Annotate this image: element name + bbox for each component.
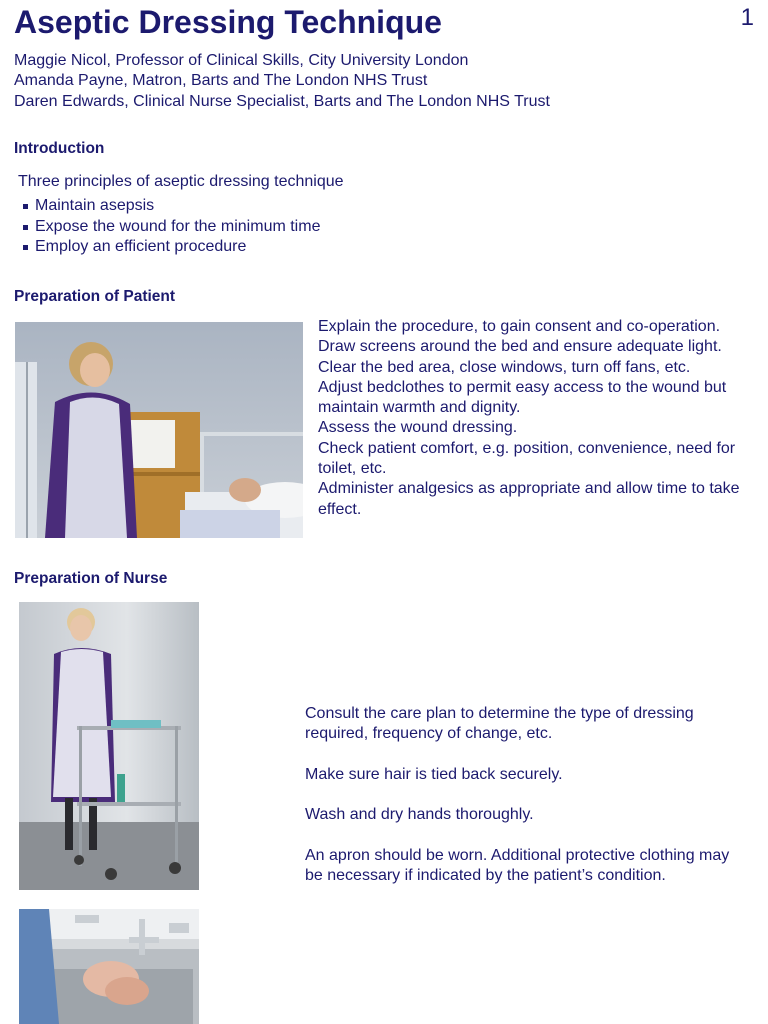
- patient-step: Administer analgesics as appropriate and allow time to take effect.: [318, 480, 740, 518]
- nurse-with-trolley-image: [19, 602, 199, 890]
- author-list: [14, 51, 550, 112]
- nurse-step: Wash and dry hands thoroughly.: [305, 806, 534, 824]
- introduction-section: [18, 172, 344, 257]
- patient-step: Assess the wound dressing.: [318, 419, 518, 437]
- nurse-step: Make sure hair is tied back securely.: [305, 765, 563, 783]
- nurse-steps: [305, 704, 750, 907]
- principles-list: [18, 196, 344, 257]
- list-item: Employ an efficient procedure: [18, 237, 344, 257]
- patient-steps: [318, 317, 748, 520]
- author-line: Amanda Payne, Matron, Barts and The London NHS Trust: [14, 72, 428, 90]
- nurse-with-patient-photo: [15, 322, 303, 538]
- page-title: Aseptic Dressing Technique: [14, 4, 442, 40]
- patient-heading: Preparation of Patient: [14, 288, 176, 305]
- author-line: Daren Edwards, Clinical Nurse Specialist, Barts and The London NHS Trust: [14, 92, 550, 110]
- author-line: Maggie Nicol, Professor of Clinical Skills, City University London: [14, 52, 469, 69]
- introduction-lead: Three principles of aseptic dressing technique: [18, 173, 344, 190]
- nurse-with-patient-image: [15, 322, 303, 538]
- nurse-step: Consult the care plan to determine the type of dressing required, frequency of change, etc.: [305, 705, 694, 743]
- hand-washing-photo: [19, 909, 199, 1024]
- patient-step: Check patient comfort, e.g. position, convenience, need for toilet, etc.: [318, 439, 736, 478]
- list-item: Maintain asepsis: [18, 196, 344, 216]
- page-number: 1: [740, 4, 754, 31]
- patient-step: Draw screens around the bed and ensure adequate light. Clear the bed area, close windows, turn off fans, etc.: [318, 338, 722, 376]
- nurse-heading: Preparation of Nurse: [14, 570, 168, 587]
- patient-step: Adjust bedclothes to permit easy access to the wound but maintain warmth and dignity.: [318, 378, 727, 417]
- hand-washing-image: [19, 909, 199, 1024]
- list-item: Expose the wound for the minimum time: [18, 217, 344, 237]
- nurse-step: An apron should be worn. Additional protective clothing may be necessary if indicated by the patient’s condition.: [305, 847, 730, 885]
- patient-step: Explain the procedure, to gain consent and co-operation.: [318, 318, 721, 335]
- nurse-with-trolley-photo: [19, 602, 199, 890]
- introduction-heading: Introduction: [14, 140, 105, 157]
